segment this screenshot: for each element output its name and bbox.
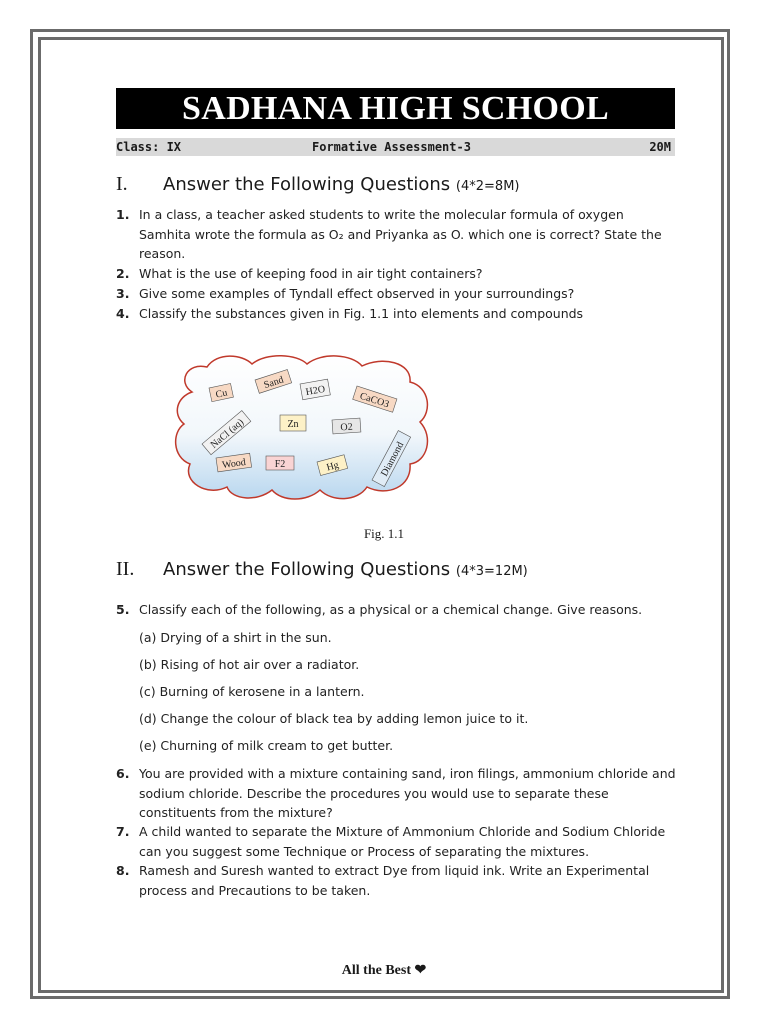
info-bar (116, 138, 675, 156)
question-4 (116, 304, 676, 324)
question-number: 6. (116, 766, 130, 781)
svg-text:F2: F2 (274, 459, 286, 470)
question-number: 1. (116, 207, 130, 222)
option-d: (d) Change the colour of black tea by adding lemon juice to it. (139, 711, 529, 726)
section-2-number: II. (116, 558, 135, 580)
svg-text:Cu: Cu (214, 387, 229, 401)
question-number: 2. (116, 266, 130, 281)
figure-caption: Fig. 1.1 (363, 526, 405, 541)
label-zn (280, 415, 306, 431)
question-text: Classify each of the following, as a physical or a chemical change. Give reasons. (139, 602, 643, 617)
question-5 (116, 600, 676, 620)
svg-text:Diamond: Diamond (379, 440, 407, 479)
question-text: Classify the substances given in Fig. 1.1 into elements and compounds (139, 306, 584, 321)
question-text: Give some examples of Tyndall effect observed in your surroundings? (139, 286, 575, 301)
svg-text:Wood: Wood (221, 456, 247, 472)
section-1-heading (116, 173, 520, 198)
question-text: A child wanted to separate the Mixture of Ammonium Chloride and Sodium Chloride can you suggest some Technique or Process of separating the mixtures. (139, 824, 666, 859)
option-a: (a) Drying of a shirt in the sun. (139, 630, 332, 645)
option-e: (e) Churning of milk cream to get butter. (139, 738, 394, 753)
section-1-marks: (4*2=8M) (455, 179, 520, 194)
section-2-marks: (4*3=12M) (455, 564, 528, 579)
section-2-heading (116, 558, 528, 583)
total-marks: 20M (649, 140, 671, 154)
footer-message: All the Best ❤ (341, 963, 427, 978)
question-2 (116, 264, 676, 284)
svg-text:Zn: Zn (287, 419, 299, 430)
assessment-label: Formative Assessment-3 (312, 140, 471, 154)
question-text: In a class, a teacher asked students to write the molecular formula of oxygen Samhita wrote the formula as O₂ and Priyanka as O. which one is correct? State the reason. (139, 207, 662, 261)
question-7 (116, 822, 676, 861)
question-text: What is the use of keeping food in air tight containers? (139, 266, 483, 281)
svg-text:Sand: Sand (262, 374, 286, 392)
class-label: Class: IX (116, 140, 182, 154)
question-text: Ramesh and Suresh wanted to extract Dye from liquid ink. Write an Experimental process and Precautions to be taken. (139, 863, 650, 898)
question-6 (116, 764, 676, 823)
svg-text:Hg: Hg (325, 459, 341, 474)
question-number: 3. (116, 286, 130, 301)
svg-text:H2O: H2O (304, 383, 326, 399)
question-8 (116, 861, 676, 900)
question-number: 4. (116, 306, 130, 321)
section-1-number: I. (116, 173, 128, 195)
section-2-title: Answer the Following Questions (163, 559, 451, 580)
label-o2 (332, 418, 361, 434)
question-number: 8. (116, 863, 130, 878)
svg-text:O2: O2 (340, 421, 354, 434)
option-c: (c) Burning of kerosene in a lantern. (139, 684, 365, 699)
section-1-title: Answer the Following Questions (163, 174, 451, 195)
svg-text:NaCl (aq): NaCl (aq) (208, 416, 247, 451)
question-3 (116, 284, 676, 304)
option-b: (b) Rising of hot air over a radiator. (139, 657, 360, 672)
substances-cloud-figure (172, 352, 434, 502)
question-1 (116, 205, 676, 264)
label-f2 (266, 456, 294, 470)
school-name-banner: SADHANA HIGH SCHOOL (116, 88, 675, 129)
svg-text:CaCO3: CaCO3 (358, 390, 391, 411)
question-number: 5. (116, 602, 130, 617)
question-number: 7. (116, 824, 130, 839)
question-text: You are provided with a mixture containing sand, iron filings, ammonium chloride and sodium chloride. Describe the procedures you would use to separate these constituents from the mixture? (139, 766, 676, 820)
